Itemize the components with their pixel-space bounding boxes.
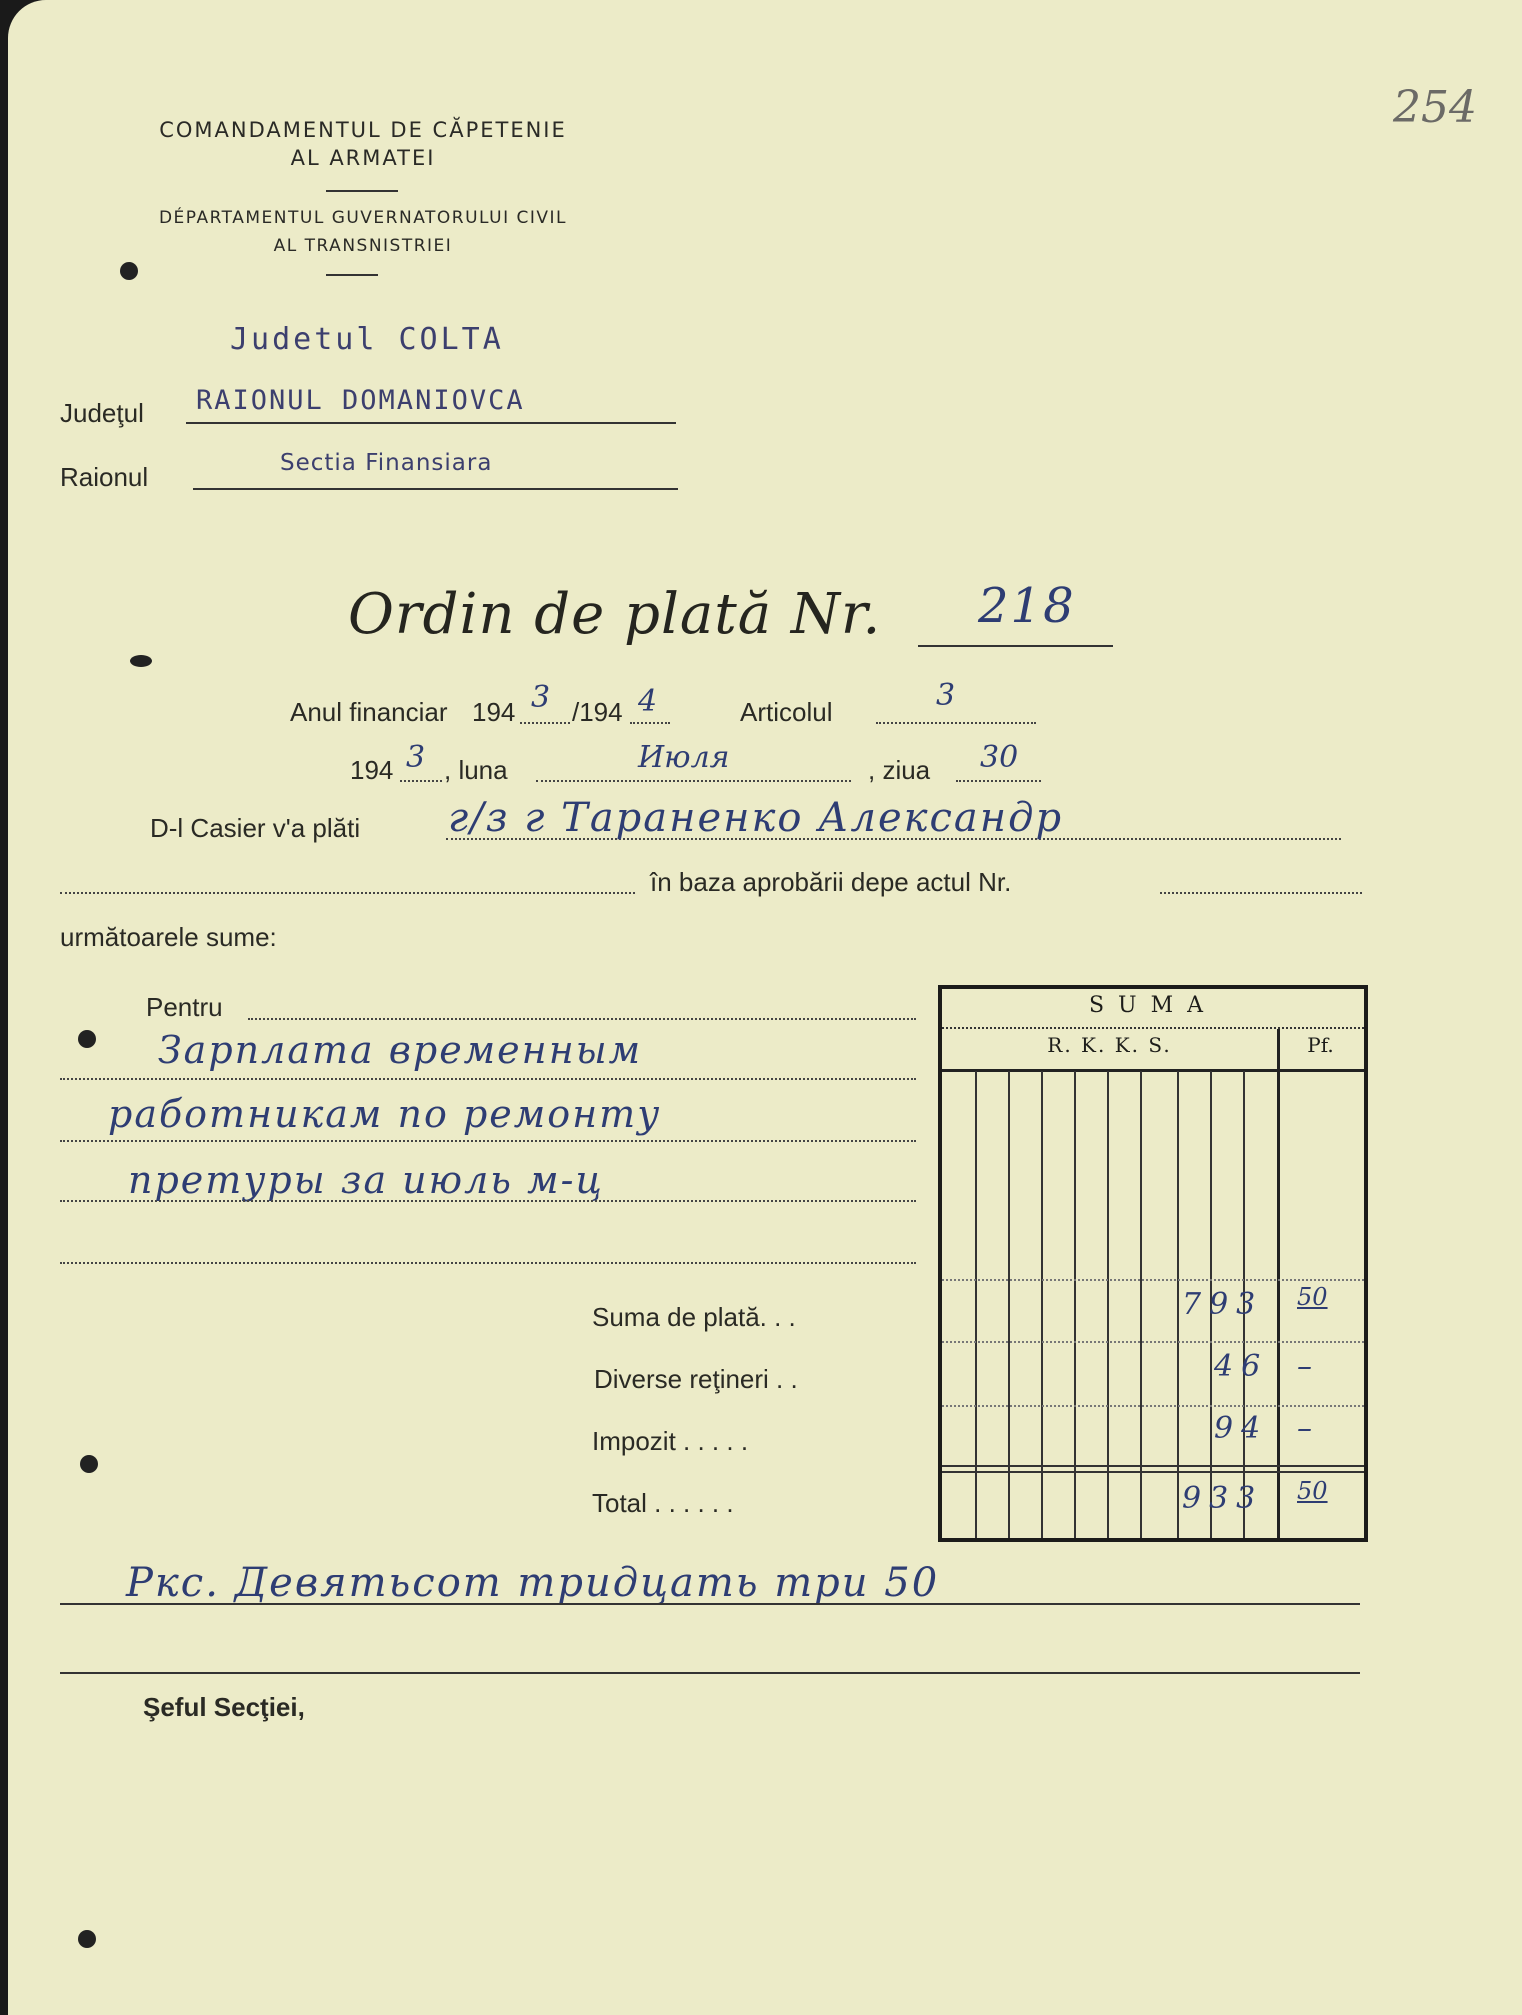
articol-value: 3 [936, 678, 956, 713]
row-label-suma: Suma de plată. . . [592, 1302, 796, 1332]
amount-impozit-rkks: 94 [1214, 1411, 1269, 1446]
judetul-label: Judeţul [60, 398, 144, 428]
title-number-line [918, 645, 1113, 647]
anul-financiar-label: Anul financiar [290, 697, 448, 727]
date-year-line [400, 780, 442, 782]
luna-value: Июля [638, 740, 730, 775]
ziua-label: , ziua [868, 755, 931, 785]
header-line-2: AL ARMATEI [290, 146, 436, 170]
document-page [8, 0, 1522, 2015]
punch-hole [80, 1455, 98, 1473]
stamp-judet: Judetul COLTA [230, 322, 504, 357]
raionul-line [193, 488, 678, 490]
row-label-impozit: Impozit . . . . . [592, 1426, 749, 1456]
year-2-line [630, 722, 670, 724]
table-subheader-rule [942, 1069, 1364, 1072]
year-1-value: 3 [531, 680, 551, 715]
ziua-line [956, 780, 1041, 782]
purpose-rule-2 [60, 1140, 916, 1142]
total-rule-2 [942, 1471, 1364, 1473]
basis-line-left [60, 892, 635, 894]
col-line [1140, 1071, 1142, 1538]
amount-impozit-pf: – [1297, 1411, 1312, 1446]
punch-hole [120, 262, 138, 280]
judetul-line [186, 422, 676, 424]
row-label-retineri: Diverse reţineri . . [594, 1364, 798, 1394]
pf-divider [1277, 1029, 1280, 1538]
stamp-raion: RAIONUL DOMANIOVCA [196, 385, 525, 416]
table-header-rule [942, 1027, 1364, 1029]
stamp-section: Sectia Finansiara [280, 450, 493, 476]
amount-suma-pf: 50 [1297, 1283, 1328, 1311]
amount-in-words: Ркс. Девятьсот тридцать три 50 [126, 1560, 940, 1606]
header-divider [326, 190, 398, 192]
purpose-line-1: Зарплата временным [158, 1028, 643, 1072]
raionul-label: Raionul [60, 462, 149, 492]
col-line [975, 1071, 977, 1538]
amount-words-line [60, 1603, 1360, 1605]
ziua-value: 30 [980, 740, 1019, 775]
purpose-rule-3 [60, 1200, 916, 1202]
col-line [1074, 1071, 1076, 1538]
year-1-line [520, 722, 570, 724]
punch-hole [78, 1030, 96, 1048]
pentru-line [248, 1018, 916, 1020]
table-header: SUMA [1088, 993, 1218, 1018]
pentru-label: Pentru [146, 992, 223, 1022]
payee-name: г/з г Тараненко Александр [448, 795, 1064, 841]
punch-hole [78, 1930, 96, 1948]
amount-retineri-rkks: 46 [1214, 1349, 1269, 1384]
col-line [1107, 1071, 1109, 1538]
year-prefix-2: /194 [572, 697, 623, 727]
date-prefix: 194 [350, 755, 394, 785]
punch-hole [130, 655, 152, 667]
archive-number: 254 [1393, 82, 1477, 133]
row-rule [942, 1279, 1364, 1281]
col-line [1177, 1071, 1179, 1538]
articol-line [876, 722, 1036, 724]
purpose-line-3: претуры за июль м-ц [128, 1158, 604, 1202]
purpose-rule-1 [60, 1078, 916, 1080]
col-line [1041, 1071, 1043, 1538]
luna-line [536, 780, 851, 782]
suma-table [938, 985, 1368, 1542]
luna-label: , luna [444, 755, 508, 785]
row-rule [942, 1405, 1364, 1407]
articolul-label: Articolul [740, 697, 833, 727]
amount-retineri-pf: – [1297, 1349, 1312, 1384]
sef-sectiei-label: Şeful Secţiei, [143, 1692, 305, 1722]
basis-line-right [1160, 892, 1362, 894]
col-line [1008, 1071, 1010, 1538]
total-rule [942, 1465, 1364, 1467]
header-divider-2 [326, 274, 378, 276]
header-line-4: AL TRANSNISTRIEI [273, 236, 453, 256]
sums-label: următoarele sume: [60, 922, 277, 952]
document-title: Ordin de plată Nr. [348, 582, 882, 647]
amount-total-pf: 50 [1297, 1477, 1328, 1505]
basis-label: în baza aprobării depe actul Nr. [650, 867, 1012, 897]
header-line-3: DÉPARTAMENTUL GUVERNATORULUI CIVIL [158, 208, 568, 228]
purpose-rule-4 [60, 1262, 916, 1264]
row-label-total: Total . . . . . . [592, 1488, 734, 1518]
year-prefix-1: 194 [472, 697, 516, 727]
header-line-1: COMANDAMENTUL DE CĂPETENIE [159, 118, 567, 142]
col-currency-header: R. K. K. S. [1047, 1033, 1172, 1057]
amount-words-line-2 [60, 1672, 1360, 1674]
col-pf-header: Pf. [1307, 1033, 1334, 1057]
purpose-line-2: работникам по ремонту [108, 1092, 662, 1136]
amount-suma-rkks: 793 [1182, 1287, 1264, 1322]
row-rule [942, 1341, 1364, 1343]
casier-label: D-l Casier v'a plăti [150, 813, 361, 843]
order-number: 218 [978, 578, 1076, 634]
date-year-value: 3 [406, 740, 426, 775]
year-2-value: 4 [638, 684, 658, 719]
amount-total-rkks: 933 [1182, 1481, 1264, 1516]
